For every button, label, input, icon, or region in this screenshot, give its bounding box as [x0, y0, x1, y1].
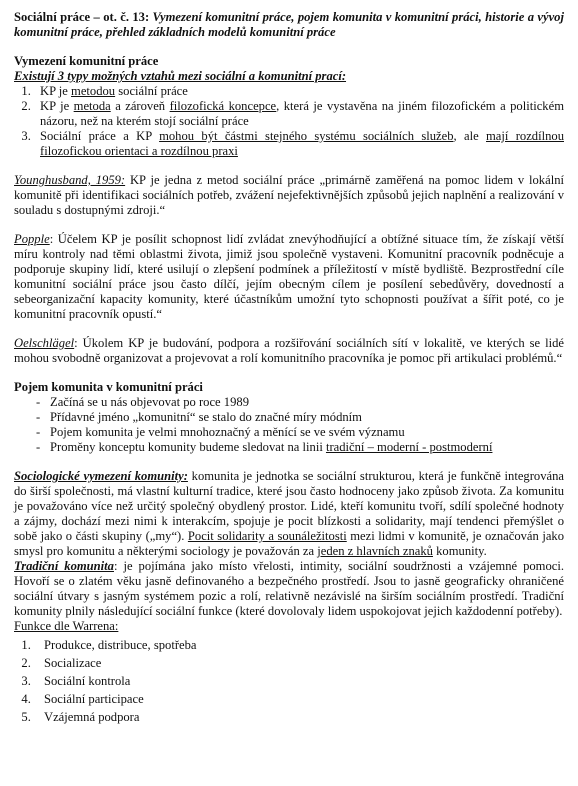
definition-text: komunity.	[432, 544, 487, 558]
sociological-definition	[14, 469, 564, 559]
item-text: Proměny konceptu komunity budeme sledovat na linii	[50, 440, 326, 454]
list-item: 1. Produkce, distribuce, spotřeba	[34, 636, 564, 654]
quote-author: Younghusband, 1959:	[14, 173, 126, 187]
item-underlined: mohou být částmi stejného systému sociálních služeb	[159, 129, 454, 143]
item-text: sociální práce	[115, 84, 188, 98]
item-text: KP je	[40, 84, 72, 98]
list-item: 3. Sociální kontrola	[34, 672, 564, 690]
definition-text: mezi lidmi v komunitě, je označován jako smysl pro komunitu a některými sociology je považován za	[14, 529, 565, 558]
warren-functions-list	[14, 636, 564, 726]
document-header	[14, 10, 564, 40]
list-item: 5. Vzájemná podpora	[34, 708, 564, 726]
item-underlined: mají rozdílnou filozofickou orientaci a rozdílnou praxi	[40, 129, 564, 158]
quote-author: Oelschlägel	[14, 336, 75, 350]
list-item: - Pojem komunita je velmi mnohoznačný a měnící se ve svém významu	[36, 425, 564, 440]
list-item: - Přídavné jméno „komunitní“ se stalo do značné míry módním	[36, 410, 564, 425]
quote-text: KP je jedna z metod sociální práce „primárně zaměřená na pomoc lidem v lokální komunitě při identifikaci sociálních potřeb, zvážení nejefektivnějších způsobů jejich naplnění a realizování v souladu s dostupnými zdroji.“	[14, 173, 564, 217]
item-underlined: tradiční – moderní - postmoderní	[325, 440, 493, 454]
list-item	[34, 84, 564, 99]
list-item: 2. Socializace	[34, 654, 564, 672]
relations-list	[14, 84, 564, 159]
warren-heading: Funkce dle Warrena:	[14, 619, 119, 633]
quote-popple	[14, 232, 564, 322]
item-underlined: metoda	[73, 99, 111, 113]
item-text: Sociální práce a KP	[40, 129, 160, 143]
item-text: KP je	[40, 99, 74, 113]
definition-text: komunita je jednotka se sociální strukturou, která je funkčně integrována do širší společnosti, má vlastní kulturní tradice, které jsou často hodnoceny jako způsob života. Za komunitu je považováno více než určitý společný obydlený prostor. Lidé, kteří komunitu tvoří, sdílí společné hodnoty a zájmy, dochází mezi nimi k interakcím, spojuje je pocit blízkosti a solidarity, mají tendenci přemýšlet o sobě jako o části skupiny („my“).	[14, 469, 564, 543]
item-text: , ale	[453, 129, 487, 143]
list-item: - Začíná se u nás objevovat po roce 1989	[36, 395, 564, 410]
item-underlined: metodou	[71, 84, 116, 98]
traditional-text: : je pojímána jako místo vřelosti, intimity, sociální soudržnosti a vzájemné pomoci. Hovoří se o zlatém věku jasně definovaného a bezpečného prostředí. Jsou to jasně geograficky ohraničené sociální útvary s jasným systémem pozic a rolí, relativně nezávislé na širším sociálním prostředí. Tradiční komunity plnily následující sociální funkce (které dovolovaly lidem uspokojovat jejich každodenní potřeby).	[14, 559, 564, 618]
list-item	[36, 440, 564, 455]
quote-oelschlagel	[14, 336, 564, 366]
quote-text: : Úkolem KP je budování, podpora a rozšiřování sociálních sítí v lokalitě, ve kterých se lidé mohou svobodně organizovat a projevovat a rolí komunitního pracovníka je pomoc při artikulaci problémů.“	[14, 336, 564, 365]
list-item: 4. Sociální participace	[34, 690, 564, 708]
section1-heading: Vymezení komunitní práce	[14, 54, 159, 68]
list-item	[34, 99, 564, 129]
quote-author: Popple	[14, 232, 50, 246]
definition-underlined: Pocit solidarity a sounáležitosti	[187, 529, 347, 543]
item-underlined: filozofická koncepce	[169, 99, 277, 113]
item-text: a zároveň	[110, 99, 170, 113]
section1-subheading: Existují 3 typy možných vztahů mezi sociální a komunitní prací:	[14, 69, 347, 83]
traditional-label: Tradiční komunita	[14, 559, 114, 573]
traditional-community	[14, 559, 564, 619]
header-prefix: Sociální práce – ot. č. 13:	[14, 10, 153, 24]
list-item	[34, 129, 564, 159]
quote-text: : Účelem KP je posílit schopnost lidí zvládat znevýhodňující a obtížné situace tím, že získají větší míru kontroly nad těmi oblastmi života, jimiž jsou společně vystaveni. Komunitní pracovník podněcuje a podporuje skupiny lidí, které usilují o zlepšení podmínek a příležitostí v místě bydliště. Bezprostřední cíle komunitní sociální práce jsou často dílčí, jejím obecným cílem je posílení sebedůvěry, dovedností a sebeorganizační kapacity komunity, které účastníkům umožní tyto schopnosti používat a šířit poté, co je komunitní pracovník opustí.“	[14, 232, 564, 321]
definition-underlined: jeden z hlavních znaků	[317, 544, 433, 558]
header-title: Vymezení komunitní práce, pojem komunita v komunitní práci, historie a vývoj komunitní práce, přehled základních modelů komunitní práce	[14, 10, 564, 39]
section2-heading: Pojem komunita v komunitní práci	[14, 380, 203, 394]
item-text: , která je vystavěna na jiném filozofickém a politickém názoru, než na kterém stojí sociální práce	[40, 99, 564, 128]
definition-label: Sociologické vymezení komunity:	[14, 469, 188, 483]
quote-younghusband	[14, 173, 564, 218]
community-bullets	[14, 395, 564, 455]
